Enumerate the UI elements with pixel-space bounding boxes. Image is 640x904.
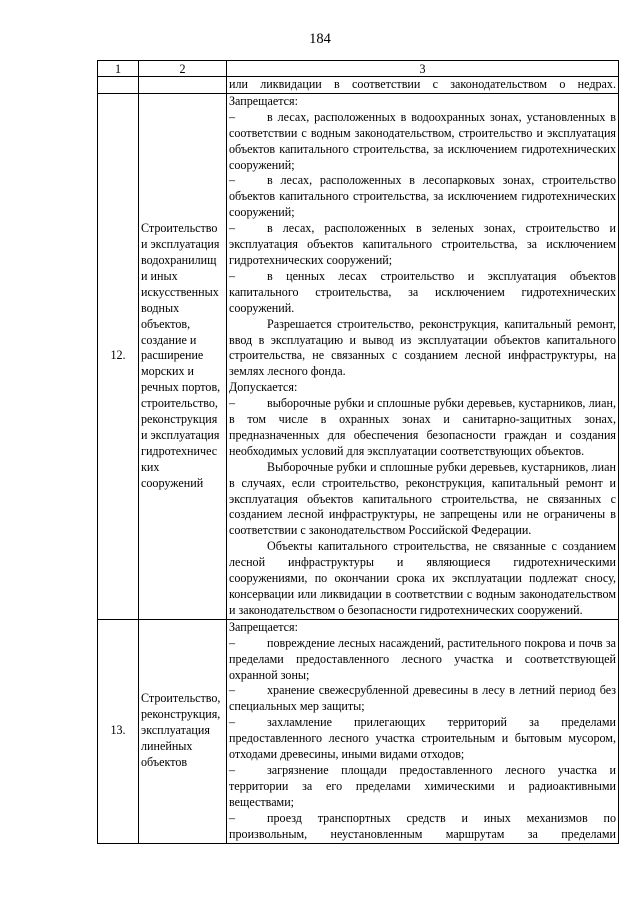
row-activity-name: Строительство, реконструкция, эксплуатация линейных объектов [139,619,227,843]
row-text-cell [227,619,619,843]
regulation-paragraph: Запрещается: [229,93,298,108]
column-header-2: 2 [139,61,227,77]
regulation-table [97,60,619,844]
row-number: 12. [98,93,139,619]
paragraph-text: в лесах, расположенных в лесопарковых зонах, строительство объектов капитального строительства, за исключением гидротехнических сооружений; [229,173,616,220]
table-row [98,619,619,843]
regulation-paragraph [229,396,616,460]
paragraph-text: хранение свежесрубленной древесины в лесу в летний период без специальных мер защиты; [229,683,616,714]
dash-marker: – [229,715,236,730]
row-text-cell [227,93,619,619]
regulation-paragraph: Выборочные рубки и сплошные рубки деревьев, кустарников, лиан в случаях, если строительство, реконструкция, капитальный ремонт и эксплуатация объектов капитального строительства, не связанных с созданием лесной инфраструктуры, не запрещены или не ограничены в соответствии с законодательством Российской Федерации. [229,459,616,538]
dash-marker: – [229,268,236,283]
regulation-paragraph [229,683,616,715]
dash-marker: – [229,173,236,188]
regulation-paragraph [229,763,616,811]
dash-marker: – [229,810,236,825]
row-number-cell [98,77,139,94]
paragraph-text: в лесах, расположенных в зеленых зонах, строительство и эксплуатация объектов капитального строительства, за исключением гидротехнических сооружений; [229,221,616,267]
page-number: 184 [309,31,331,47]
regulation-paragraph: Запрещается: [229,619,298,634]
table-row [98,93,619,619]
row-activity-name: Строительство и эксплуатация водохранилищ и иных искусственных водных объектов, создание и расширение морских и речных портов, строительство, реконструкция и эксплуатация гидротехничес ких сооружений [139,93,227,619]
continuation-text: или ликвидации в соответствии с законодательством о недрах. [229,77,616,91]
regulation-paragraph [229,110,616,174]
dash-marker: – [229,396,236,411]
regulation-paragraph: Объекты капитального строительства, не связанные с созданием лесной инфраструктуры и являющиеся гидротехническими сооружениями, по окончании срока их эксплуатации подлежат сносу, консервации или ликвидации в соответствии с водным законодательством и законодательством о безопасности гидротехнических сооружений. [229,539,616,617]
table-header-row [98,61,619,77]
regulation-paragraph [229,173,616,221]
regulation-paragraph: Разрешается строительство, реконструкция, капитальный ремонт, ввод в эксплуатацию и вывод из эксплуатации объектов капитального строительства, не связанных с созданием лесной инфраструктуры, на землях лесного фонда. [229,316,616,379]
paragraph-text: в лесах, расположенных в водоохранных зонах, установленных в соответствии с водным законодательством, строительство и эксплуатация объектов капитального строительства, за исключением гидротехнических сооружений; [229,109,616,172]
dash-marker: – [229,635,236,650]
dash-marker: – [229,683,236,698]
dash-marker: – [229,109,236,124]
paragraph-text: захламление прилегающих территорий за пределами предоставленного лесного участка строительным и бытовым мусором, отходами древесины, иными видами отходов; [229,715,616,762]
row-text-cell [227,77,619,94]
column-header-3: 3 [227,61,619,77]
paragraph-text: в ценных лесах строительство и эксплуатация объектов капитального строительства, за исключением гидротехнических сооружений. [229,268,616,315]
paragraph-text: повреждение лесных насаждений, растительного покрова и почв за пределами предоставленного лесного участка и соответствующей охранной зоны; [229,635,616,682]
dash-marker: – [229,762,236,777]
table-row-continuation [98,77,619,94]
column-header-1: 1 [98,61,139,77]
paragraph-text: выборочные рубки и сплошные рубки деревьев, кустарников, лиан, в том числе в охранных зонах и санитарно-защитных зонах, предназначенных для обеспечения безопасности граждан и создания необходимых условий для эксплуатации соответствующих объектов. [229,396,616,458]
regulation-paragraph [229,811,616,843]
regulation-paragraph [229,269,616,317]
regulation-paragraph [229,715,616,763]
paragraph-text: проезд транспортных средств и иных механизмов по произвольным, неустановленным маршрутам за пределами [229,810,616,841]
dash-marker: – [229,221,236,236]
regulation-paragraph: Допускается: [229,380,298,395]
paragraph-text: загрязнение площади предоставленного лесного участка и территории за его пределами химическими и радиоактивными веществами; [229,762,616,809]
row-name-cell [139,77,227,94]
row-number: 13. [98,619,139,843]
regulation-paragraph [229,636,616,684]
regulation-paragraph [229,221,616,269]
